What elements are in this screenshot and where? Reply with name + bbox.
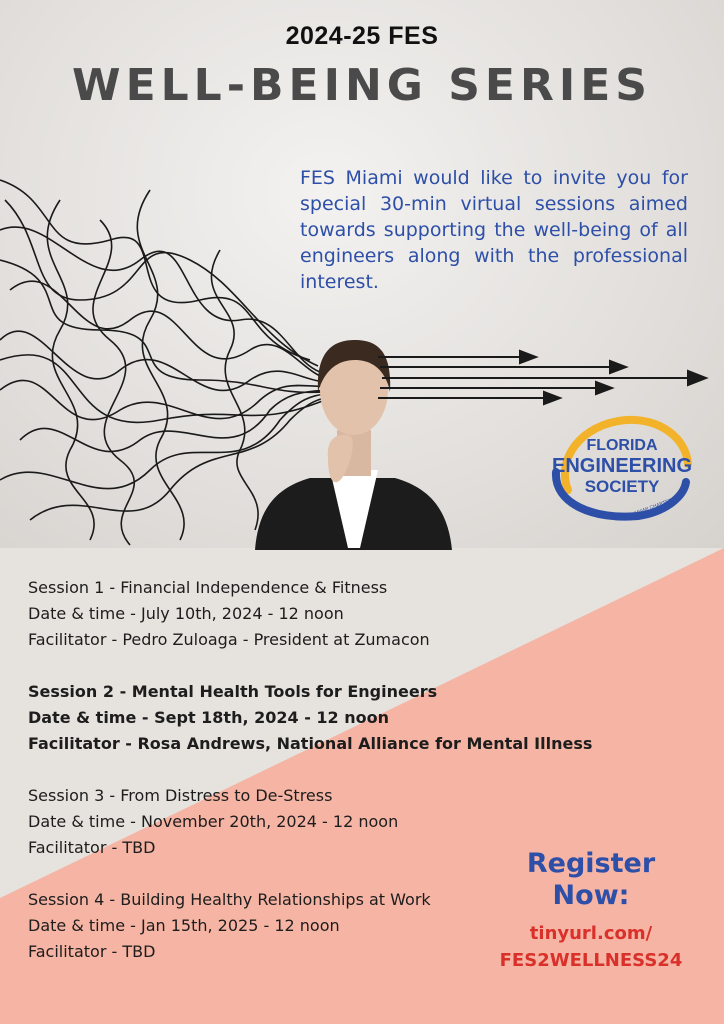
session-datetime: Date & time - November 20th, 2024 - 12 noon xyxy=(28,812,399,831)
series-title: WELL-BEING SERIES xyxy=(72,60,652,111)
register-url-line-1[interactable]: tinyurl.com/ xyxy=(529,923,653,944)
session-facilitator: Facilitator - TBD xyxy=(28,838,156,857)
session-datetime: Date & time - July 10th, 2024 - 12 noon xyxy=(28,604,344,623)
session-title: Session 4 - Building Healthy Relationships at Work xyxy=(28,890,431,909)
fes-logo xyxy=(548,412,693,524)
logo-line-2: ENGINEERING xyxy=(551,455,693,477)
session-facilitator: Facilitator - TBD xyxy=(28,942,156,961)
tangled-lines-graphic xyxy=(0,180,325,545)
register-heading-line-1: Register xyxy=(526,848,656,879)
session-2 xyxy=(28,679,628,757)
session-1 xyxy=(28,575,628,653)
register-link[interactable] xyxy=(462,920,720,974)
logo-line-3: SOCIETY xyxy=(584,477,660,496)
session-facilitator: Facilitator - Rosa Andrews, National Alliance for Mental Illness xyxy=(28,734,593,753)
session-datetime: Date & time - Jan 15th, 2025 - 12 noon xyxy=(28,916,340,935)
series-year: 2024-25 FES xyxy=(285,22,439,50)
session-title: Session 3 - From Distress to De-Stress xyxy=(28,786,333,805)
register-heading-line-2: Now: xyxy=(552,880,630,911)
session-facilitator: Facilitator - Pedro Zuloaga - President at Zumacon xyxy=(28,630,430,649)
logo-chapter: MIAMI CHAPTER xyxy=(633,497,674,517)
register-block xyxy=(462,848,720,974)
session-title: Session 2 - Mental Health Tools for Engineers xyxy=(28,682,438,701)
register-url-line-2[interactable]: FES2WELLNESS24 xyxy=(499,950,683,971)
session-datetime: Date & time - Sept 18th, 2024 - 12 noon xyxy=(28,708,390,727)
session-title: Session 1 - Financial Independence & Fitness xyxy=(28,578,388,597)
logo-line-1: FLORIDA xyxy=(586,437,658,454)
invite-text: FES Miami would like to invite you for special 30-min virtual sessions aimed towards supporting the well-being of all engineers along with the professional interest. xyxy=(300,167,688,293)
arrows-graphic xyxy=(378,351,706,404)
